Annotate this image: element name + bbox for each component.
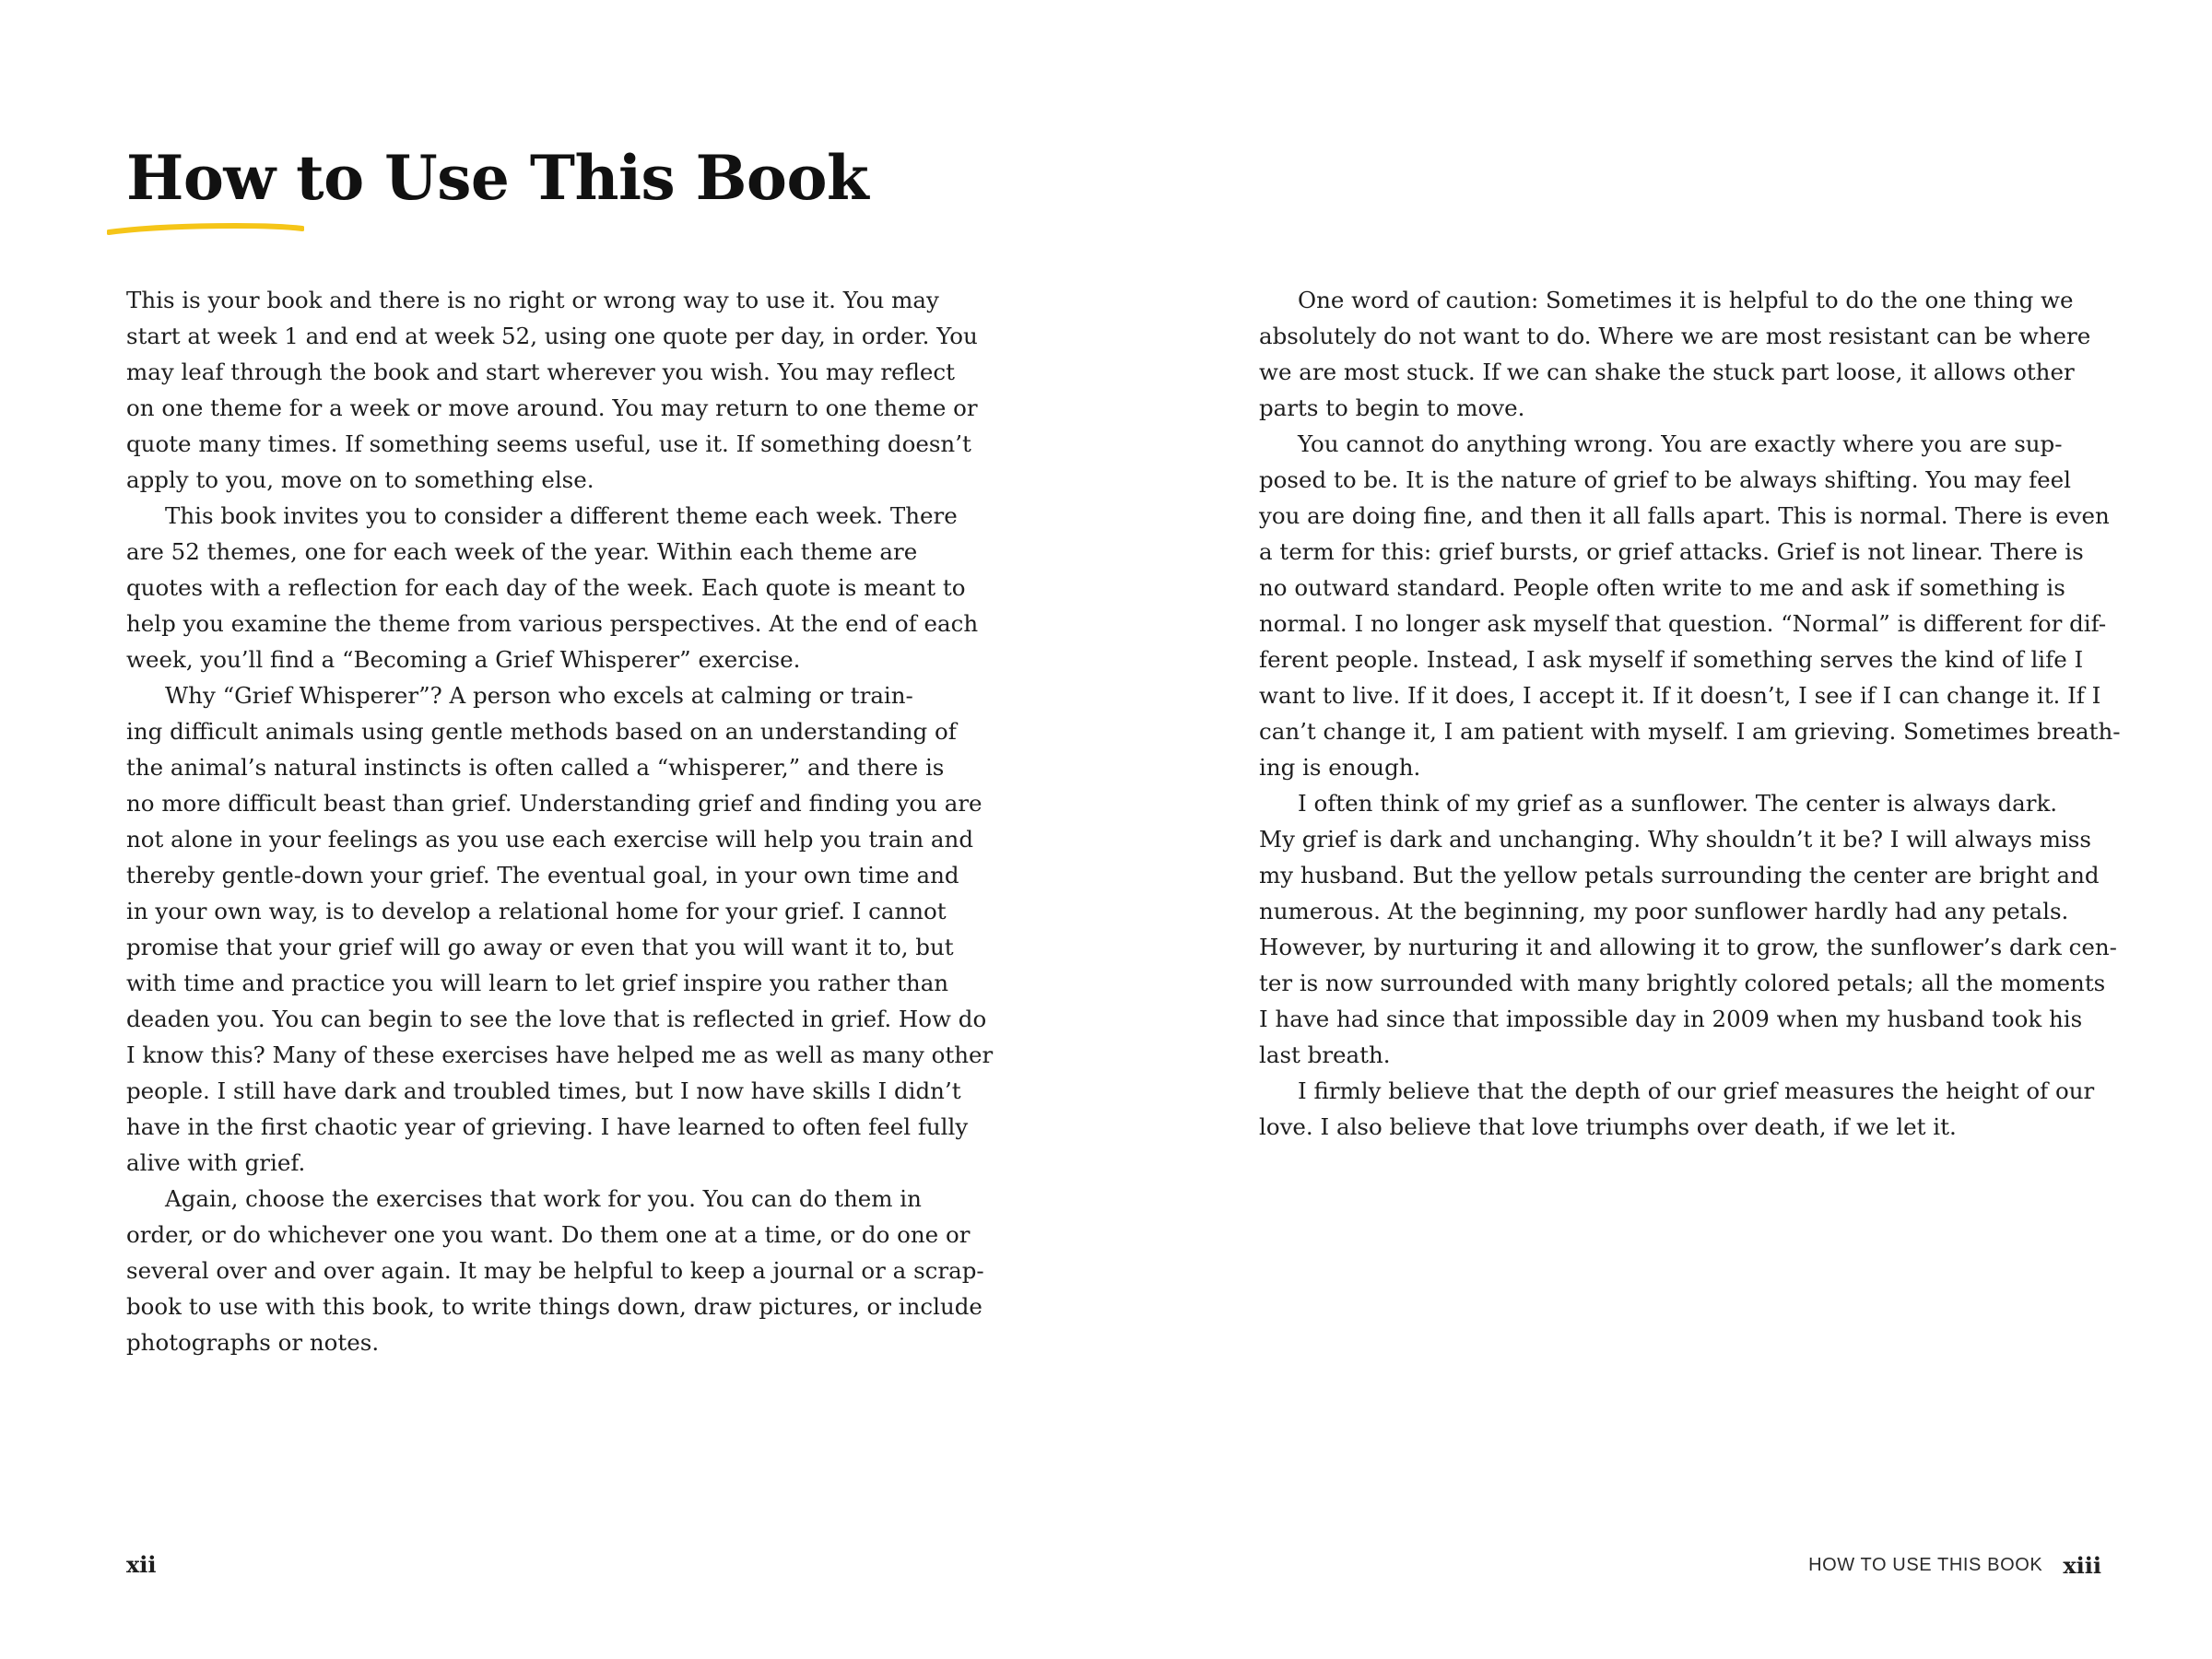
text-line: may leaf through the book and start wherever you wish. You may reflect [126,359,955,385]
page-title: How to Use This Book [126,142,869,214]
text-line: parts to begin to move. [1259,394,1525,421]
text-line: not alone in your feelings as you use each exercise will help you train and [126,826,974,853]
text-line: I know this? Many of these exercises have helped me as well as many other [126,1041,994,1068]
text-line: alive with grief. [126,1149,306,1176]
paragraph [1259,282,2098,426]
text-line: no more difficult beast than grief. Understanding grief and finding you are [126,790,982,817]
paragraph [1259,426,2121,785]
text-line: However, by nurturing it and allowing it to grow, the sunflower’s dark cen- [1259,934,2117,960]
text-line: can’t change it, I am patient with myself. I am grieving. Sometimes breath- [1259,718,2121,745]
text-line: absolutely do not want to do. Where we are most resistant can be where [1259,323,2091,349]
running-title: HOW TO USE THIS BOOK [1808,1554,2043,1575]
text-line: I often think of my grief as a sunflower. The center is always dark. [1298,790,2058,817]
left-page-body [126,282,994,1360]
text-line: This book invites you to consider a different theme each week. There [165,502,958,529]
text-line: several over and over again. It may be helpful to keep a journal or a scrap- [126,1257,984,1284]
text-line: You cannot do anything wrong. You are exactly where you are sup- [1298,430,2063,457]
text-line: ter is now surrounded with many brightly colored petals; all the moments [1259,970,2106,996]
right-page-number: xiii [2063,1551,2101,1579]
text-line: quote many times. If something seems useful, use it. If something doesn’t [126,430,971,457]
text-line: want to live. If it does, I accept it. If it doesn’t, I see if I can change it. If I [1259,682,2101,709]
text-line: the animal’s natural instincts is often called a “whisperer,” and there is [126,754,945,781]
text-line: my husband. But the yellow petals surrounding the center are bright and [1259,862,2100,888]
paragraph [126,677,994,1181]
text-line: week, you’ll find a “Becoming a Grief Whisperer” exercise. [126,646,801,673]
text-line: are 52 themes, one for each week of the year. Within each theme are [126,538,918,565]
text-line: ing is enough. [1259,754,1421,781]
text-line: in your own way, is to develop a relational home for your grief. I cannot [126,898,947,924]
text-line: quotes with a reflection for each day of the week. Each quote is meant to [126,574,966,601]
text-line: we are most stuck. If we can shake the stuck part loose, it allows other [1259,359,2075,385]
paragraph [126,1181,984,1360]
paragraph [126,498,979,677]
text-line: I have had since that impossible day in 2009 when my husband took his [1259,1006,2083,1032]
right-page-body [1259,282,2121,1145]
text-line: Why “Grief Whisperer”? A person who excels at calming or train- [165,682,913,709]
text-line: posed to be. It is the nature of grief to be always shifting. You may feel [1259,466,2072,493]
running-footer [1808,1548,2101,1582]
text-line: One word of caution: Sometimes it is helpful to do the one thing we [1298,287,2074,313]
title-underline-stroke [107,221,304,238]
paragraph [1259,1073,2098,1145]
text-line: numerous. At the beginning, my poor sunflower hardly had any petals. [1259,898,2069,924]
text-line: Again, choose the exercises that work for you. You can do them in [165,1185,922,1212]
text-line: book to use with this book, to write things down, draw pictures, or include [126,1293,982,1320]
text-line: promise that your grief will go away or even that you will want it to, but [126,934,954,960]
text-line: help you examine the theme from various perspectives. At the end of each [126,610,979,637]
text-line: I firmly believe that the depth of our grief measures the height of our [1298,1077,2095,1104]
text-line: you are doing fine, and then it all falls apart. This is normal. There is even [1259,502,2110,529]
text-line: ferent people. Instead, I ask myself if something serves the kind of life I [1259,646,2084,673]
text-line: no outward standard. People often write to me and ask if something is [1259,574,2065,601]
text-line: love. I also believe that love triumphs over death, if we let it. [1259,1113,1957,1140]
text-line: a term for this: grief bursts, or grief attacks. Grief is not linear. There is [1259,538,2084,565]
paragraph [126,282,978,498]
text-line: apply to you, move on to something else. [126,466,594,493]
text-line: start at week 1 and end at week 52, using one quote per day, in order. You [126,323,978,349]
text-line: people. I still have dark and troubled times, but I now have skills I didn’t [126,1077,961,1104]
text-line: have in the first chaotic year of grieving. I have learned to often feel fully [126,1113,969,1140]
text-line: This is your book and there is no right or wrong way to use it. You may [126,287,939,313]
text-line: on one theme for a week or move around. You may return to one theme or [126,394,978,421]
text-line: order, or do whichever one you want. Do them one at a time, or do one or [126,1221,971,1248]
text-line: last breath. [1259,1041,1391,1068]
text-line: normal. I no longer ask myself that question. “Normal” is different for dif- [1259,610,2107,637]
left-page-number: xii [126,1551,157,1578]
text-line: ing difficult animals using gentle methods based on an understanding of [126,718,957,745]
text-line: My grief is dark and unchanging. Why shouldn’t it be? I will always miss [1259,826,2091,853]
text-line: thereby gentle-down your grief. The eventual goal, in your own time and [126,862,959,888]
text-line: deaden you. You can begin to see the love that is reflected in grief. How do [126,1006,987,1032]
text-line: photographs or notes. [126,1329,380,1356]
text-line: with time and practice you will learn to let grief inspire you rather than [126,970,949,996]
paragraph [1259,785,2117,1073]
